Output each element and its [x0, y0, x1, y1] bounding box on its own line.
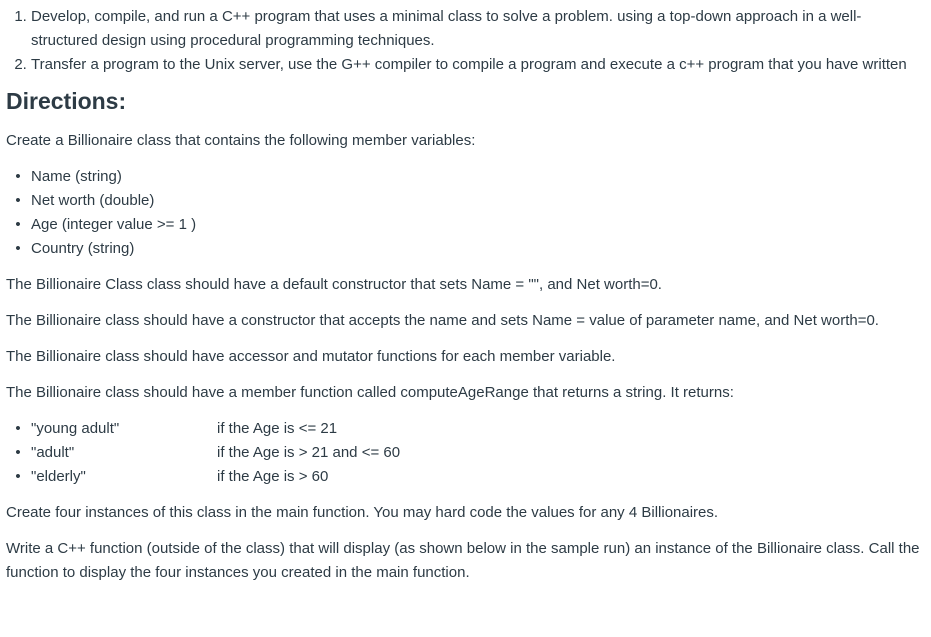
bullet-icon: • [15, 444, 21, 461]
member-variables-list [6, 165, 925, 261]
age-range-label: "young adult" [31, 420, 120, 437]
age-range-list [6, 417, 925, 489]
constructor-paragraph: The Billionaire class should have a constructor that accepts the name and sets Name = value of parameter name, and Net worth=0. [6, 312, 879, 329]
bullet-icon: • [15, 192, 21, 209]
list-item [15, 189, 925, 213]
intro-paragraph: Create a Billionaire class that contains the following member variables: [6, 132, 476, 149]
directions-heading: Directions: [6, 88, 127, 114]
member-variable: Age (integer value >= 1 ) [31, 216, 197, 233]
bullet-icon: • [15, 468, 21, 485]
display-function-paragraph: Write a C++ function (outside of the class) that will display (as shown below in the sample run) an instance of the Billionaire class. Call the function to display the four instances you created in the main function. [6, 540, 920, 581]
member-variable: Net worth (double) [31, 192, 155, 209]
instances-paragraph: Create four instances of this class in the main function. You may hard code the values for any 4 Billionaires. [6, 504, 719, 521]
member-variable: Name (string) [31, 168, 122, 185]
default-constructor-paragraph: The Billionaire Class class should have a default constructor that sets Name = "", and Net worth=0. [6, 276, 662, 293]
member-variable: Country (string) [31, 240, 135, 257]
age-range-label: "elderly" [31, 468, 86, 485]
bullet-icon: • [15, 240, 21, 257]
list-item [15, 165, 925, 189]
list-item [15, 417, 925, 441]
compute-age-range-paragraph: The Billionaire class should have a member function called computeAgeRange that returns a string. It returns: [6, 384, 734, 401]
objective-item: 1. Develop, compile, and run a C++ program that uses a minimal class to solve a problem. using a top-down approach in a well-structured design using procedural programming techniques. [31, 5, 925, 53]
list-item [15, 441, 925, 465]
age-range-condition: if the Age is <= 21 [217, 420, 338, 437]
age-range-condition: if the Age is > 21 and <= 60 [217, 444, 401, 461]
age-range-condition: if the Age is > 60 [217, 468, 329, 485]
accessors-paragraph: The Billionaire class should have accessor and mutator functions for each member variable. [6, 348, 616, 365]
age-range-label: "adult" [31, 444, 75, 461]
bullet-icon: • [15, 168, 21, 185]
bullet-icon: • [15, 420, 21, 437]
objectives-list [6, 5, 925, 77]
list-item [15, 237, 925, 261]
bullet-icon: • [15, 216, 21, 233]
list-item [15, 465, 925, 489]
objective-item: 2. Transfer a program to the Unix server, use the G++ compiler to compile a program and execute a c++ program that you have written [31, 53, 925, 77]
list-item [15, 213, 925, 237]
